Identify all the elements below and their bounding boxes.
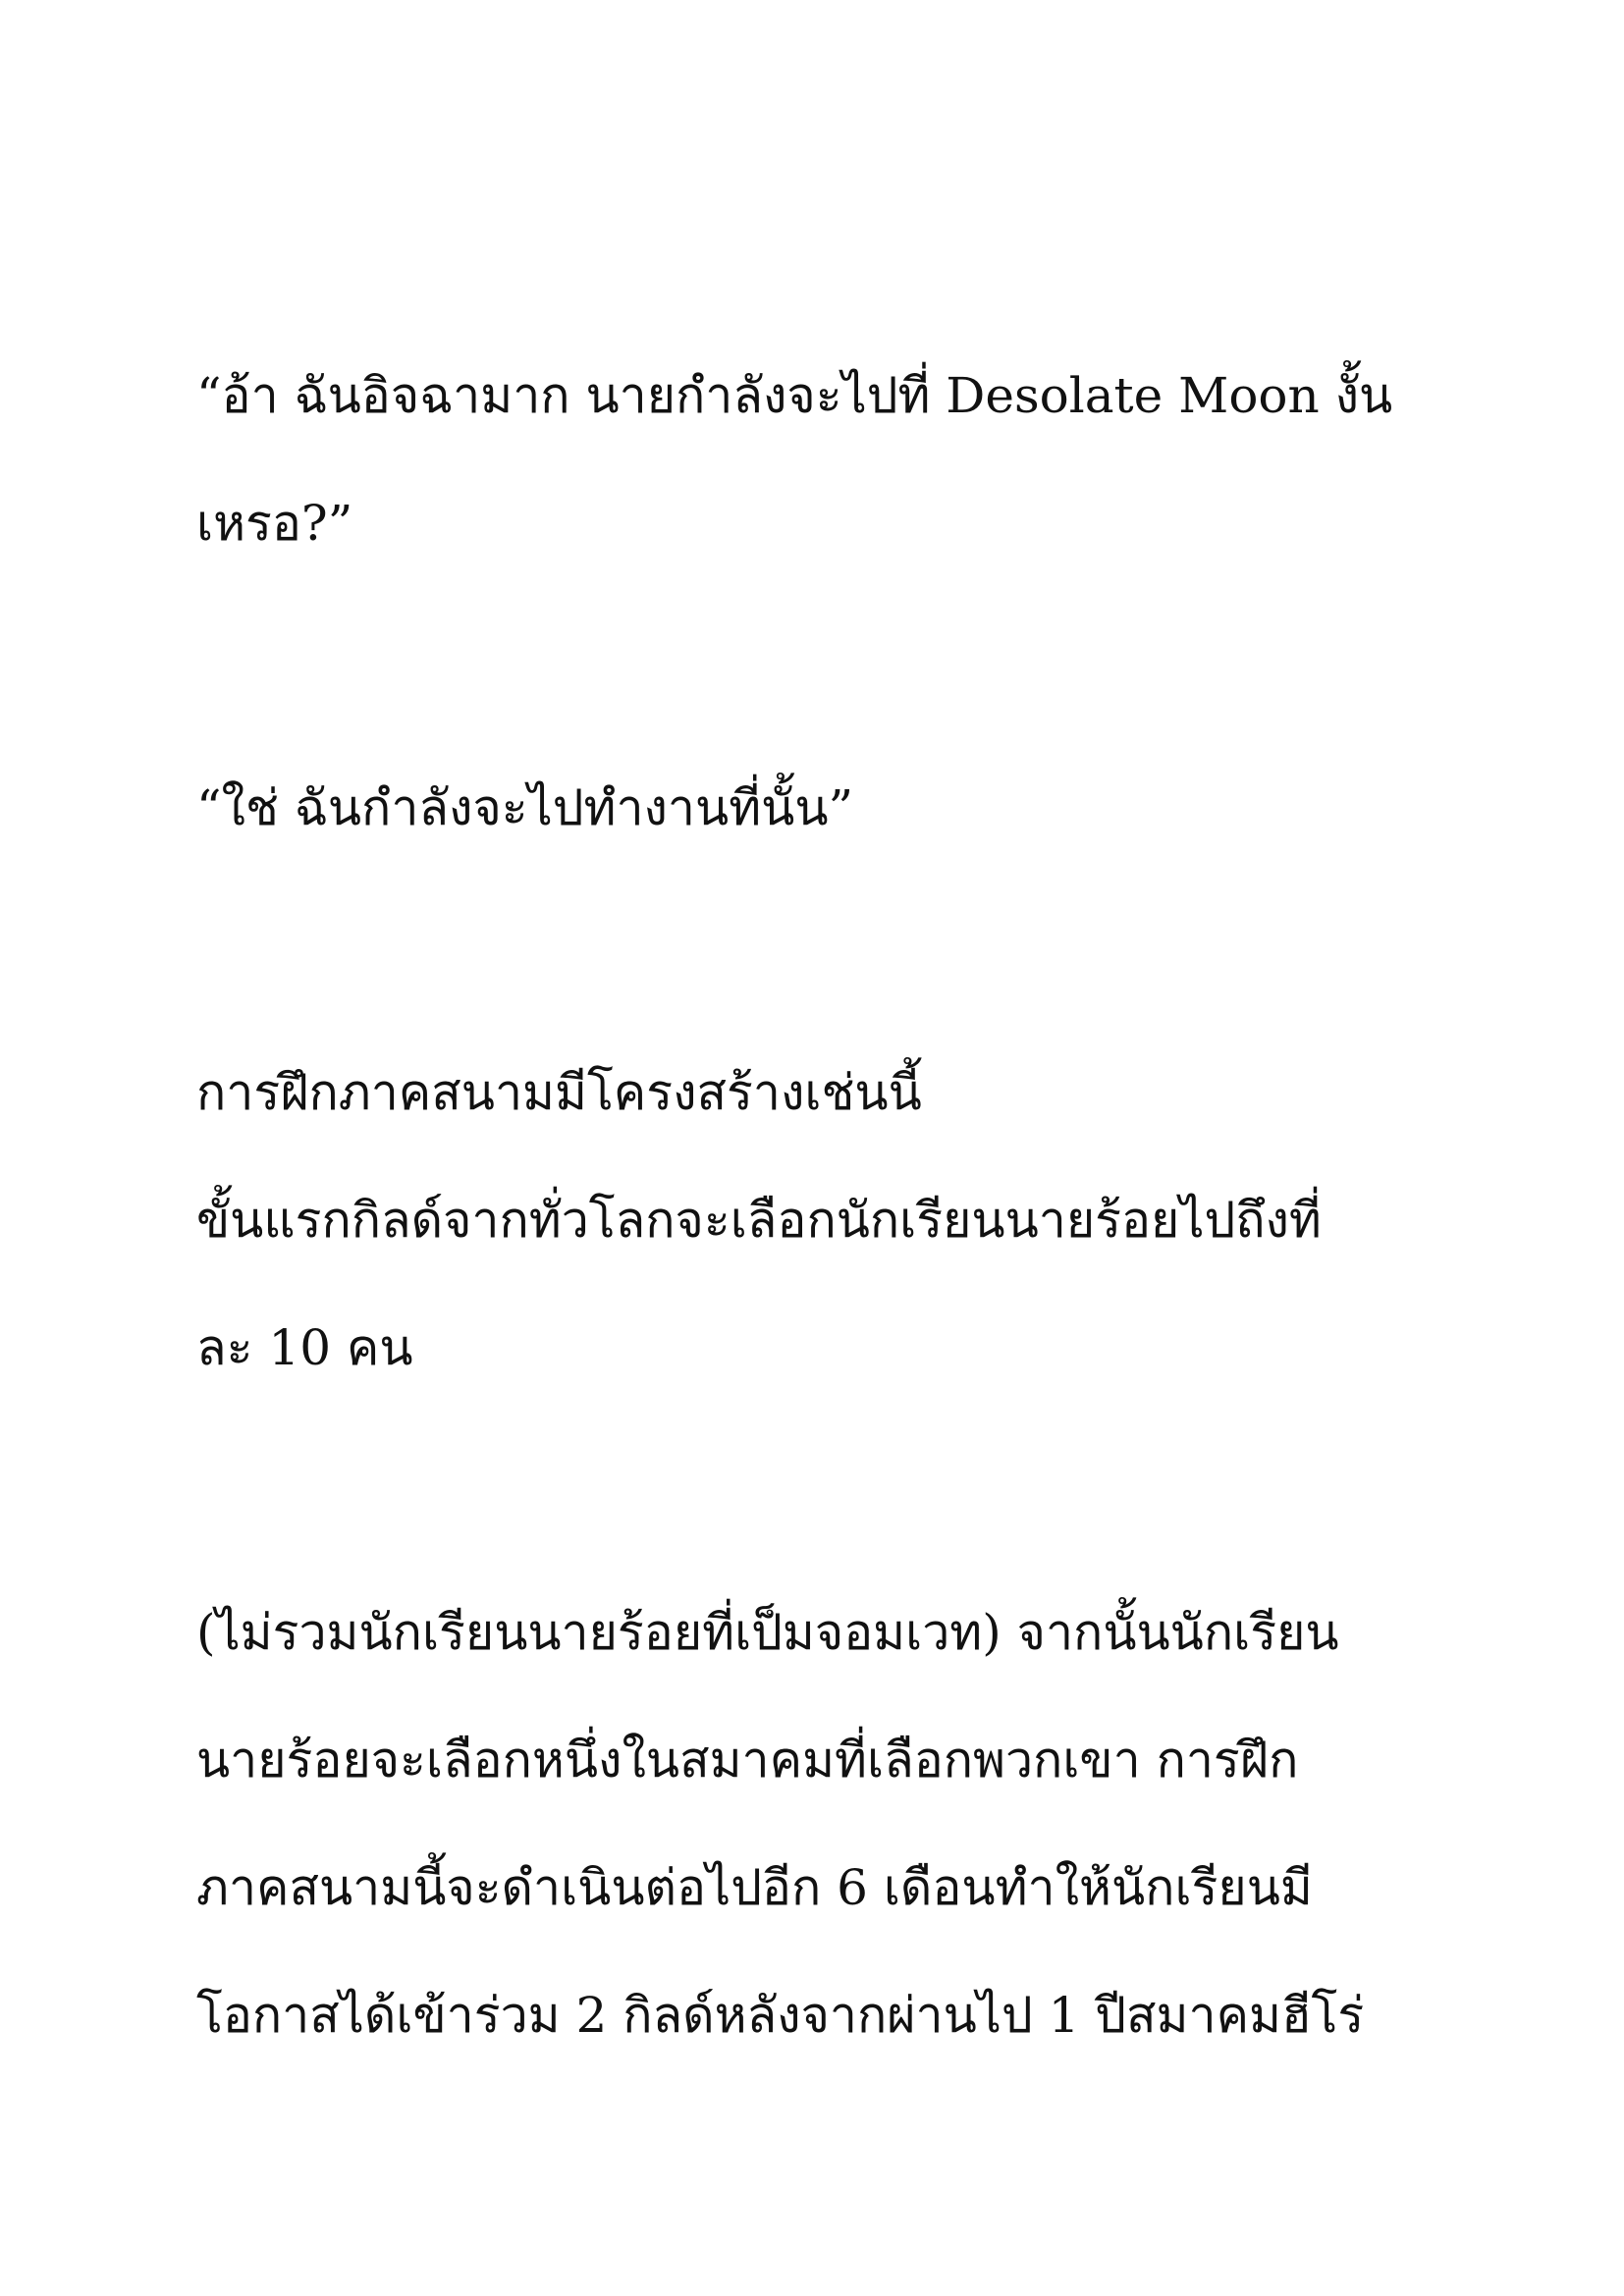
paragraph-line: ขั้นแรกกิลด์จากทั่วโลกจะเลือกนักเรียนนายร้อยไปถึงที่ bbox=[196, 1192, 1322, 1249]
paragraph-line: การฝึกภาคสนามมีโครงสร้างเช่นนี้ bbox=[196, 1064, 922, 1121]
paragraph-line: โอกาสได้เข้าร่วม 2 กิลด์หลังจากผ่านไป 1 ปีสมาคมฮีโร่ bbox=[196, 1987, 1365, 2044]
paragraph-line: (ไม่รวมนักเรียนนายร้อยที่เป็มจอมเวท) จากนั้นนักเรียน bbox=[196, 1604, 1339, 1661]
paragraph-line: ภาคสนามนี้จะดำเนินต่อไปอีก 6 เดือนทำให้นักเรียนมี bbox=[196, 1859, 1313, 1916]
paragraph-line: นายร้อยจะเลือกหนึ่งในสมาคมที่เลือกพวกเขา การฝึก bbox=[196, 1732, 1299, 1789]
dialogue-line-1-continued: เหรอ?” bbox=[196, 495, 353, 552]
paragraph-line: ละ 10 คน bbox=[196, 1319, 413, 1376]
dialogue-line-2: “ใช่ ฉันกำลังจะไปทำงานที่นั้น” bbox=[196, 779, 854, 836]
dialogue-line-1: “อ้า ฉันอิจฉามาก นายกำลังจะไปที่ Desolate Moon งั้น bbox=[196, 367, 1393, 424]
